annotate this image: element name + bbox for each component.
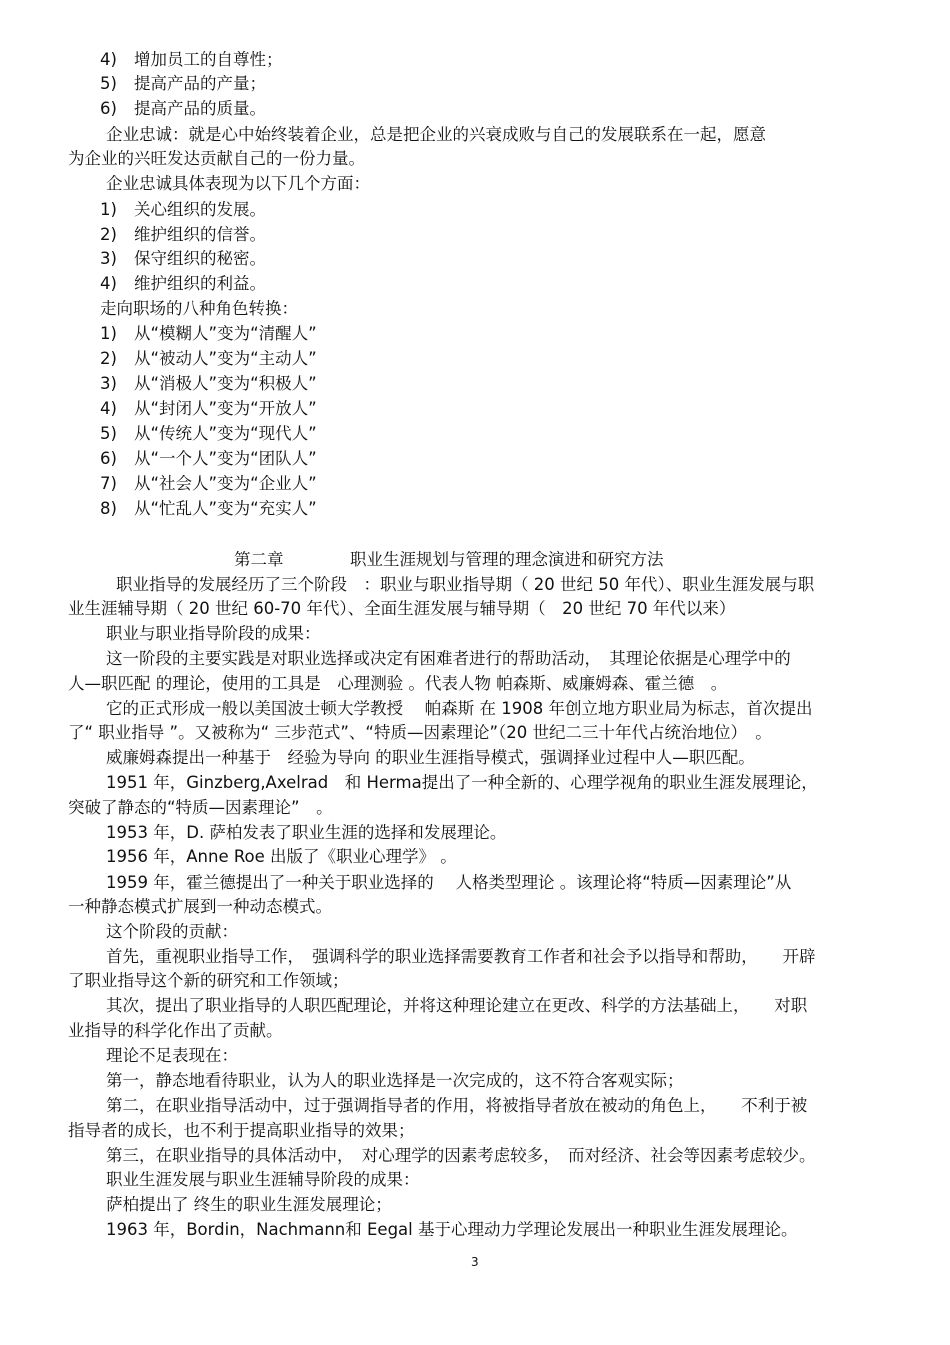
paragraph-line: 突破了静态的“特质—因素理论” 。	[68, 798, 333, 817]
paragraph-line: 一种静态模式扩展到一种动态模式。	[68, 897, 332, 916]
list-item: 从“忙乱人”变为“充实人”	[134, 499, 317, 518]
paragraph-line: 其次，提出了职业指导的人职匹配理论，并将这种理论建立在更改、科学的方法基础上， 对职	[106, 996, 808, 1015]
paragraph-line: 第三，在职业指导的具体活动中， 对心理学的因素考虑较多， 而对经济、社会等因素考虑较少。	[106, 1146, 816, 1165]
list-item: 从“模糊人”变为“清醒人”	[134, 324, 317, 343]
paragraph-line: 1956 年，Anne Roe 出版了《职业心理学》 。	[106, 847, 457, 866]
list-item: 维护组织的信誉。	[134, 225, 266, 244]
list-item: 从“封闭人”变为“开放人”	[134, 399, 317, 418]
list-number: 5)	[100, 74, 117, 93]
list-item: 从“社会人”变为“企业人”	[134, 474, 317, 493]
chapter-label: 第二章	[234, 550, 284, 569]
paragraph-line: 了职业指导这个新的研究和工作领域；	[68, 971, 349, 990]
paragraph-line: 业生涯辅导期（ 20 世纪 60-70 年代）、全面生涯发展与辅导期（ 20 世纪 70 年代以来）	[68, 599, 736, 618]
paragraph-line: 走向职场的八种角色转换：	[100, 299, 298, 318]
paragraph-line: 业指导的科学化作出了贡献。	[68, 1021, 283, 1040]
paragraph-line: 它的正式形成一般以美国波士顿大学教授 帕森斯 在 1908 年创立地方职业局为标志，首次提出	[106, 699, 813, 718]
section-heading: 职业与职业指导阶段的成果：	[106, 624, 321, 643]
list-number: 3)	[100, 374, 117, 393]
paragraph-line: 首先，重视职业指导工作， 强调科学的职业选择需要教育工作者和社会予以指导和帮助， 开辟	[106, 947, 816, 966]
section-heading: 职业生涯发展与职业生涯辅导阶段的成果：	[106, 1170, 420, 1189]
paragraph-line: 了“ 职业指导 ”。又被称为“ 三步范式”、“特质—因素理论”（20 世纪二三十年代占统治地位） 。	[68, 723, 772, 742]
list-item: 提高产品的产量；	[134, 74, 266, 93]
list-item: 保守组织的秘密。	[134, 249, 266, 268]
paragraph-line: 企业忠诚具体表现为以下几个方面：	[106, 174, 370, 193]
list-number: 4)	[100, 50, 117, 69]
list-number: 2)	[100, 225, 117, 244]
paragraph-line: 指导者的成长，也不利于提高职业指导的效果；	[68, 1121, 415, 1140]
paragraph-line: 为企业的兴旺发达贡献自己的一份力量。	[68, 149, 365, 168]
paragraph-line: 企业忠诚：就是心中始终装着企业，总是把企业的兴衰成败与自己的发展联系在一起，愿意	[106, 125, 766, 144]
paragraph-line: 萨柏提出了 终生的职业生涯发展理论；	[106, 1195, 392, 1214]
paragraph-line: 1953 年，D. 萨柏发表了职业生涯的选择和发展理论。	[106, 823, 507, 842]
list-number: 4)	[100, 399, 117, 418]
list-number: 7)	[100, 474, 117, 493]
paragraph-line: 这一阶段的主要实践是对职业选择或决定有困难者进行的帮助活动， 其理论依据是心理学中的	[106, 649, 791, 668]
list-item: 从“消极人”变为“积极人”	[134, 374, 317, 393]
paragraph-line: 第一，静态地看待职业，认为人的职业选择是一次完成的，这不符合客观实际；	[106, 1071, 684, 1090]
list-number: 8)	[100, 499, 117, 518]
list-number: 1)	[100, 324, 117, 343]
list-item: 增加员工的自尊性；	[134, 50, 283, 69]
list-item: 维护组织的利益。	[134, 274, 266, 293]
section-heading: 这个阶段的贡献：	[106, 922, 238, 941]
chapter-title: 职业生涯规划与管理的理念演进和研究方法	[350, 550, 664, 569]
list-item: 从“被动人”变为“主动人”	[134, 349, 317, 368]
section-heading: 理论不足表现在：	[106, 1046, 238, 1065]
list-item: 从“一个人”变为“团队人”	[134, 449, 317, 468]
list-number: 3)	[100, 249, 117, 268]
list-number: 6)	[100, 449, 117, 468]
list-item: 从“传统人”变为“现代人”	[134, 424, 317, 443]
paragraph-line: 第二，在职业指导活动中，过于强调指导者的作用，将被指导者放在被动的角色上， 不利于被	[106, 1096, 808, 1115]
list-number: 4)	[100, 274, 117, 293]
paragraph-line: 1959 年，霍兰德提出了一种关于职业选择的 人格类型理论 。该理论将“特质—因素理论”从	[106, 873, 792, 892]
paragraph-line: 1951 年，Ginzberg,Axelrad 和 Herma提出了一种全新的、心理学视角的职业生涯发展理论，	[106, 773, 818, 792]
paragraph-line: 人—职匹配 的理论，使用的工具是 心理测验 。代表人物 帕森斯、威廉姆森、霍兰德 。	[68, 674, 728, 693]
paragraph-line: 威廉姆森提出一种基于 经验为导向 的职业生涯指导模式，强调择业过程中人—职匹配。	[106, 748, 755, 767]
paragraph-line: 职业指导的发展经历了三个阶段 ：职业与职业指导期（ 20 世纪 50 年代）、职业生涯发展与职	[116, 575, 815, 594]
list-item: 关心组织的发展。	[134, 200, 266, 219]
page-number: 3	[471, 1255, 479, 1269]
list-number: 6)	[100, 99, 117, 118]
paragraph-line: 1963 年，Bordin，Nachmann和 Eegal 基于心理动力学理论发展出一种职业生涯发展理论。	[106, 1220, 798, 1239]
list-number: 5)	[100, 424, 117, 443]
list-number: 2)	[100, 349, 117, 368]
list-item: 提高产品的质量。	[134, 99, 266, 118]
list-number: 1)	[100, 200, 117, 219]
